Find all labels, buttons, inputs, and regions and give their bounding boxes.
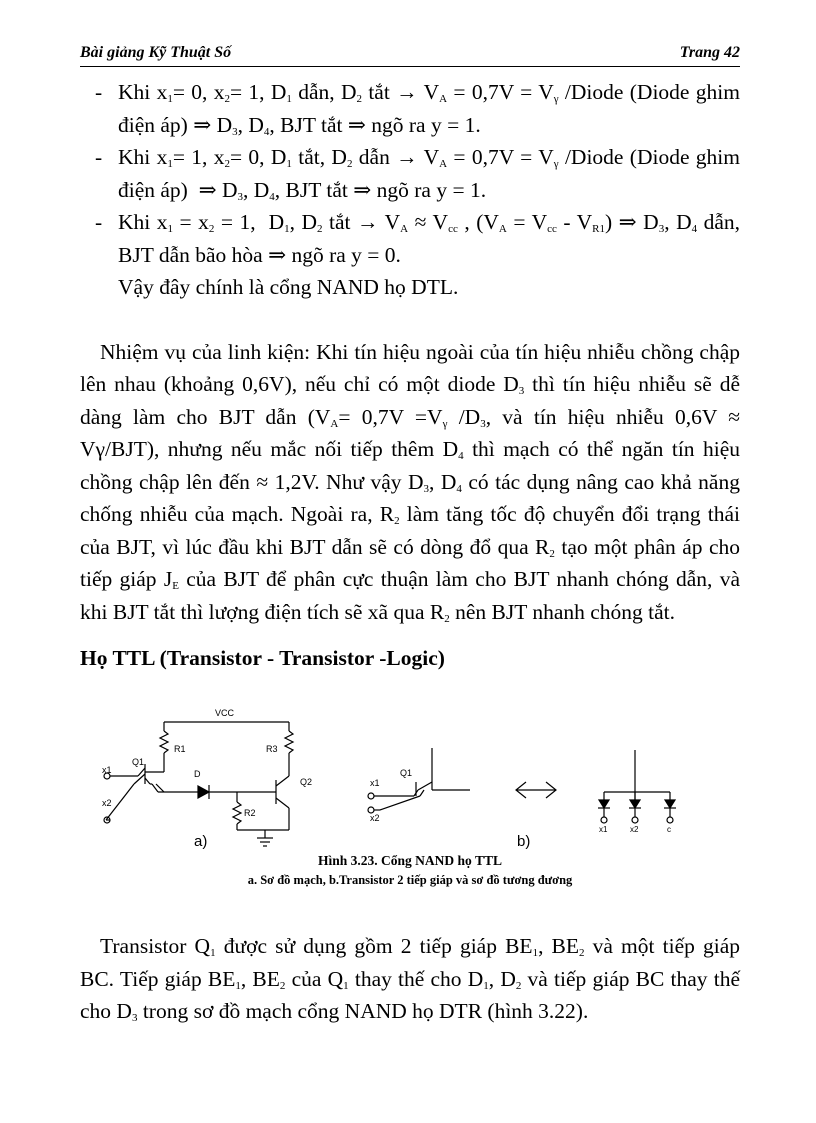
conclusion-text: Vậy đây chính là cổng NAND họ DTL. [118,275,459,299]
part-b-label: b) [517,833,531,850]
case-text: Khi $x_1= 1$, $x_2= 0$, $D_1$ tắt, $D_2$ dẫn → $V_A = 0,7V = V_\gamma$ /Diode (Diode ghim điện áp) ⇒ $D_3$, $D_4$, BJT tắt ⇒ ngõ ra y = 1. [118,145,741,203]
q1-label: Q1 [132,757,145,767]
part-a-label: a) [194,833,208,850]
r1-label: R1 [174,744,186,754]
page-header [80,38,740,67]
case-text: Khi $x_1 = x_2 = 1$, $D_1$, $D_2$ tắt → $V_A \approx V_{cc}$ , $(V_A = V_{cc} - V_{R1})$ ⇒ $D_3$, $D_4$ dẫn, BJT dẫn bão hòa ⇒ ngõ ra y = 0. [118,210,741,267]
vcc-label: VCC [215,708,235,718]
diode-label: D [194,769,201,779]
x2-label: x2 [102,798,112,808]
case-item: - Khi $x_1= 0$, $x_2= 1$, $D_1$ dẫn, $D_2$ tắt → $V_A = 0,7V = V_\gamma$ /Diode (Diode ghim điện áp) ⇒ $D_3$, $D_4$, BJT tắt ⇒ ngõ ra y = 1. [95,80,740,138]
q1b-label: Q1 [400,768,413,778]
ttl-schematic [80,700,740,850]
x1b-label: x1 [370,778,380,788]
case-item: - Khi $x_1= 1$, $x_2= 0$, $D_1$ tắt, $D_2$ dẫn → $V_A = 0,7V = V_\gamma$ /Diode (Diode ghim điện áp) ⇒ $D_3$, $D_4$, BJT tắt ⇒ ngõ ra y = 1. [95,145,741,203]
component-role-paragraph: Nhiệm vụ của linh kiện: Khi tín hiệu ngoài của tín hiệu nhiễu chồng chập lên nhau (khoảng 0,6V), nếu chỉ có một diode $D_3$ thì tín hiệu nhiễu sẽ dễ dàng làm cho BJT dẫn ($V_A= 0,7V =V_\gamma$ $/D_3$, và tín hiệu nhiễu 0,6V ≈ Vγ/BJT), nhưng nếu mắc nối tiếp thêm $D_4$ thì mạch có thể ngăn tín hiệu chồng chập lên đến ≈ 1,2V. Như vậy $D_3$, $D_4$ có tác dụng nâng cao khả năng chống nhiễu của mạch. Ngoài ra, $R_2$ làm tăng tốc độ chuyển đổi trạng thái của BJT, vì lúc đầu khi BJT dẫn sẽ có dòng đổ qua $R_2$ tạo một phân áp cho tiếp giáp $J_E$ của BJT để phân cực thuận làm cho BJT nhanh chóng dẫn, và khi BJT tắt thì lượng điện tích sẽ xã qua $R_2$ nên BJT nhanh chóng tắt. [80,339,741,625]
x1-label: x1 [102,765,112,775]
r2-label: R2 [244,808,256,818]
diode-x1-label: x1 [599,825,608,834]
figure-3-23 [80,700,740,910]
main-content [80,76,740,675]
diode-x2-label: x2 [630,825,639,834]
q2-label: Q2 [300,777,313,787]
x2b-label: x2 [370,813,380,823]
transistor-explanation-paragraph: Transistor $Q_1$ được sử dụng gồm 2 tiếp giáp $BE_1$, $BE_2$ và một tiếp giáp BC. Tiếp giáp $BE_1$, $BE_2$ của $Q_1$ thay thế cho $D_1$, $D_2$ và tiếp giáp BC thay thế cho $D_3$ trong sơ đồ mạch cổng NAND họ DTR (hình 3.22). [80,934,741,1024]
diode-c-label: c [667,825,671,834]
equivalence-arrow-label: <-> [536,778,538,779]
case-text: Khi $x_1= 0$, $x_2= 1$, $D_1$ dẫn, $D_2$ tắt → $V_A = 0,7V = V_\gamma$ /Diode (Diode ghim điện áp) ⇒ $D_3$, $D_4$, BJT tắt ⇒ ngõ ra y = 1. [118,80,740,138]
case-item: - Khi $x_1 = x_2 = 1$, $D_1$, $D_2$ tắt → $V_A \approx V_{cc}$ , $(V_A = V_{cc} - V_{R1})$ ⇒ $D_3$, $D_4$ dẫn, BJT dẫn bão hòa ⇒ ngõ ra y = 0. [95,210,741,267]
page-number: Trang 42 [679,44,740,61]
r3-label: R3 [266,744,278,754]
case-list [80,76,740,271]
header-title: Bài giảng Kỹ Thuật Số [80,44,232,61]
figure-caption-subtitle: a. Sơ đồ mạch, b.Transistor 2 tiếp giáp và sơ đồ tương đương [247,873,573,887]
figure-caption-title: Hình 3.23. Cổng NAND họ TTL [318,853,502,868]
section-heading: Họ TTL (Transistor - Transistor -Logic) [80,646,445,670]
